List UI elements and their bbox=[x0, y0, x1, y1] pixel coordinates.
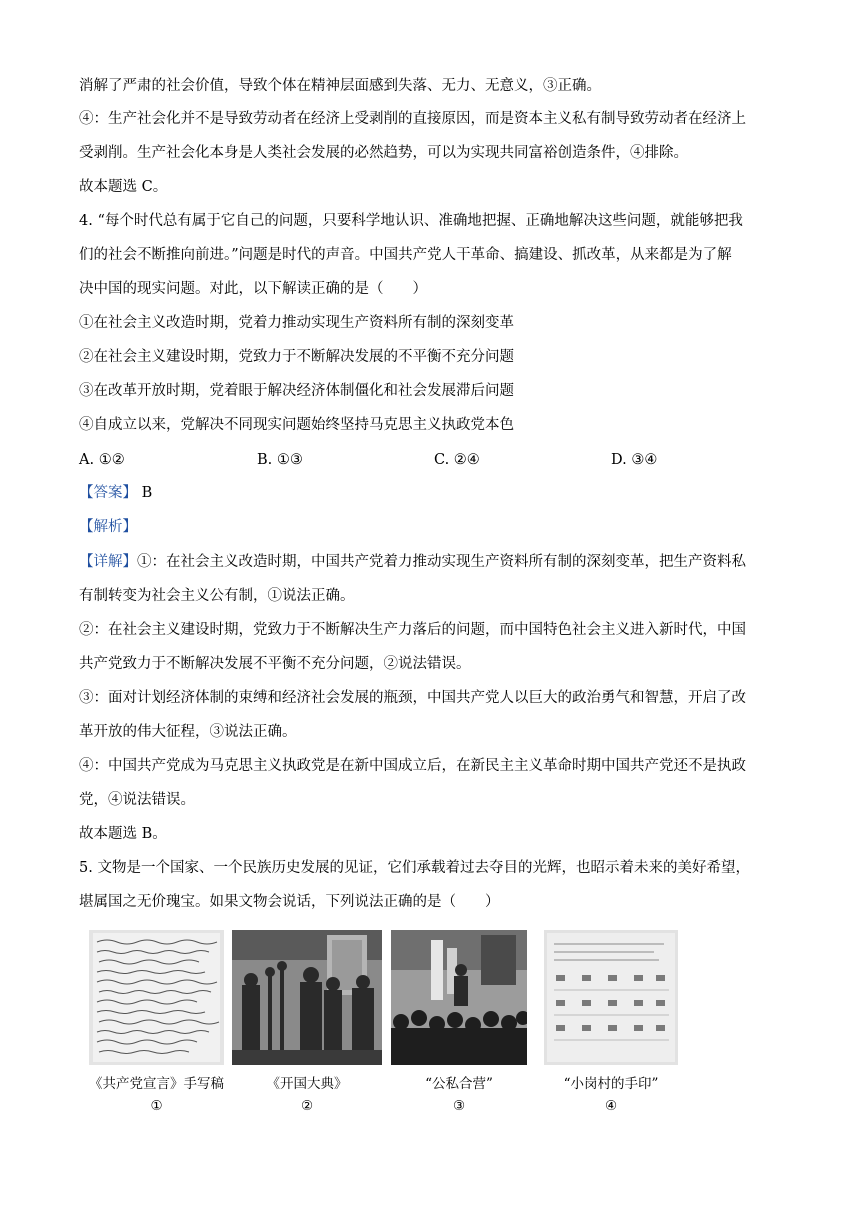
text-line: 故本题选 C。 bbox=[79, 179, 168, 195]
text-line: ③：面对计划经济体制的束缚和经济社会发展的瓶颈，中国共产党人以巨大的政治勇气和智慧，开启了改 bbox=[79, 690, 746, 706]
figure-caption: “小岗村的手印” bbox=[563, 1076, 659, 1092]
analysis-label: 解析 bbox=[93, 519, 123, 535]
text-line: 受剥削。生产社会化本身是人类社会发展的必然趋势，可以为实现共同富裕创造条件，④排除。 bbox=[79, 145, 688, 161]
public-private-partnership-photo bbox=[391, 930, 527, 1065]
detail-label: 详解 bbox=[93, 554, 123, 570]
option-c: C. ②④ bbox=[434, 452, 480, 468]
statement-3: ③在改革开放时期，党着眼于解决经济体制僵化和社会发展滞后问题 bbox=[79, 383, 514, 399]
detail-line bbox=[79, 552, 746, 572]
detail-bracket-close: 】 bbox=[122, 554, 137, 570]
analysis-heading bbox=[79, 517, 137, 537]
answer-label: 答案 bbox=[93, 485, 123, 501]
text-line: 革开放的伟大征程，③说法正确。 bbox=[79, 724, 297, 740]
text-line: 故本题选 B。 bbox=[79, 826, 167, 842]
question-4-stem: 4. “每个时代总有属于它自己的问题，只要科学地认识、准确地把握、正确地解决这些问题，就能够把我 bbox=[79, 213, 743, 229]
text-line: 党，④说法错误。 bbox=[79, 792, 195, 808]
text-line: 共产党致力于不断解决发展不平衡不充分问题，②说法错误。 bbox=[79, 656, 471, 672]
figure-number: ② bbox=[300, 1098, 314, 1114]
text-line: 有制转变为社会主义公有制，①说法正确。 bbox=[79, 588, 355, 604]
answer-value: B bbox=[137, 485, 153, 501]
q4-options bbox=[79, 450, 839, 470]
figure-caption: 《开国大典》 bbox=[266, 1076, 348, 1092]
figure-row bbox=[0, 930, 868, 1120]
option-d: D. ③④ bbox=[611, 452, 658, 468]
statement-1: ①在社会主义改造时期，党着力推动实现生产资料所有制的深刻变革 bbox=[79, 315, 514, 331]
question-5-stem: 5. 文物是一个国家、一个民族历史发展的见证，它们承载着过去夺目的光辉，也昭示着未来的美好希望， bbox=[79, 860, 750, 876]
figure-number: ③ bbox=[452, 1098, 466, 1114]
figure-founding-ceremony bbox=[232, 930, 382, 1115]
text-line: 决中国的现实问题。对此，以下解读正确的是（ ） bbox=[79, 281, 427, 297]
detail-bracket-open: 【 bbox=[79, 554, 94, 570]
option-a: A. ①② bbox=[79, 452, 125, 468]
manifesto-manuscript-image bbox=[89, 930, 224, 1065]
detail-text: ①：在社会主义改造时期，中国共产党着力推动实现生产资料所有制的深刻变革，把生产资料私 bbox=[137, 554, 746, 570]
figure-caption: 《共产党宣言》手写稿 bbox=[89, 1076, 224, 1092]
option-b: B. ①③ bbox=[257, 452, 303, 468]
figure-public-private bbox=[391, 930, 527, 1115]
statement-2: ②在社会主义建设时期，党致力于不断解决发展的不平衡不充分问题 bbox=[79, 349, 514, 365]
answer-bracket-close: 】 bbox=[122, 485, 137, 501]
figure-number: ④ bbox=[604, 1098, 618, 1114]
text-line: 堪属国之无价瑰宝。如果文物会说话，下列说法正确的是（ ） bbox=[79, 894, 500, 910]
answer-bracket-open: 【 bbox=[79, 485, 94, 501]
figure-xiaogang-handprints bbox=[544, 930, 678, 1115]
figure-manifesto bbox=[89, 930, 224, 1115]
figure-caption: “公私合营” bbox=[425, 1076, 493, 1092]
figure-number: ① bbox=[150, 1098, 163, 1114]
text-line: 消解了严肃的社会价值，导致个体在精神层面感到失落、无力、无意义，③正确。 bbox=[79, 78, 601, 94]
text-line: ④：生产社会化并不是导致劳动者在经济上受剥削的直接原因，而是资本主义私有制导致劳动者在经济上 bbox=[79, 111, 746, 127]
statement-4: ④自成立以来，党解决不同现实问题始终坚持马克思主义执政党本色 bbox=[79, 417, 514, 433]
answer-line bbox=[79, 483, 152, 503]
analysis-bracket-open: 【 bbox=[79, 519, 94, 535]
text-line: 们的社会不断推向前进。”问题是时代的声音。中国共产党人干革命、搞建设、抓改革，从来都是为了解 bbox=[79, 247, 732, 263]
founding-ceremony-photo bbox=[232, 930, 382, 1065]
text-line: ④：中国共产党成为马克思主义执政党是在新中国成立后，在新民主主义革命时期中国共产党还不是执政 bbox=[79, 758, 746, 774]
xiaogang-handprints-image bbox=[544, 930, 678, 1065]
text-line: ②：在社会主义建设时期，党致力于不断解决生产力落后的问题，而中国特色社会主义进入新时代，中国 bbox=[79, 622, 746, 638]
analysis-bracket-close: 】 bbox=[122, 519, 137, 535]
